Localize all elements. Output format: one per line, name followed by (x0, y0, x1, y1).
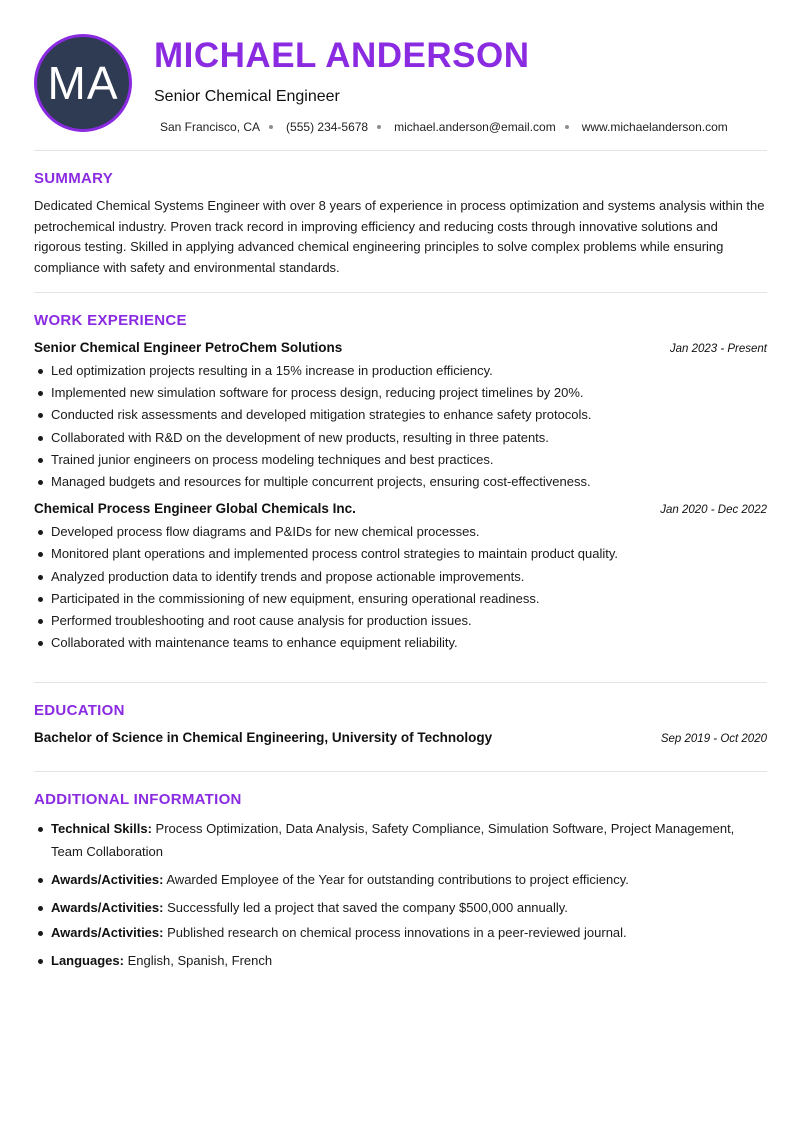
job-bullets (34, 521, 767, 654)
info-text: Published research on chemical process innovations in a peer-reviewed journal. (163, 925, 627, 941)
contact-location: San Francisco, CA (160, 120, 261, 134)
experience-heading: WORK EXPERIENCE (34, 312, 187, 329)
education-heading: EDUCATION (34, 702, 125, 720)
job-header (34, 340, 767, 355)
info-text: Successfully led a project that saved the company $500,000 annually. (163, 900, 568, 916)
job-entry (34, 501, 767, 654)
list-item: Monitored plant operations and implemented process control strategies to maintain product quality. (51, 543, 767, 565)
job-header (34, 501, 767, 516)
summary-heading: SUMMARY (34, 170, 114, 187)
job-role: Senior Chemical Engineer PetroChem Solutions (34, 340, 343, 355)
job-role: Chemical Process Engineer Global Chemicals Inc. (34, 501, 356, 517)
candidate-title: Senior Chemical Engineer (154, 88, 340, 105)
additional-section (34, 772, 767, 992)
info-text: Awarded Employee of the Year for outstanding contributions to project efficiency. (163, 871, 629, 887)
job-dates: Jan 2020 - Dec 2022 (660, 504, 767, 517)
list-item (51, 897, 767, 919)
list-item: Analyzed production data to identify trends and propose actionable improvements. (51, 566, 767, 588)
info-text: Process Optimization, Data Analysis, Safety Compliance, Simulation Software, Project Management, Team Collaboration (51, 821, 735, 859)
contact-phone: (555) 234-5678 (286, 120, 369, 134)
separator-dot-icon (565, 125, 569, 129)
additional-heading: ADDITIONAL INFORMATION (34, 791, 242, 809)
experience-section (34, 293, 767, 682)
summary-section (34, 151, 767, 292)
education-entry (34, 730, 767, 745)
info-label: Awards/Activities: (51, 900, 164, 916)
contact-info (160, 120, 728, 134)
contact-website[interactable]: www.michaelanderson.com (581, 120, 728, 134)
contact-email[interactable]: michael.anderson@email.com (394, 120, 556, 134)
list-item (51, 922, 767, 944)
info-label: Languages: (51, 953, 124, 969)
summary-text: Dedicated Chemical Systems Engineer with over 8 years of experience in process optimization and systems analysis within the petrochemical industry. Proven track record in improving efficiency and reducing costs through innovative solutions and rigorous testing. Skilled in applying advanced chemical engineering principles to solve complex problems while ensuring compliance with safety and environmental standards. (34, 198, 765, 275)
education-dates: Sep 2019 - Oct 2020 (660, 733, 767, 746)
list-item: Participated in the commissioning of new equipment, ensuring operational readiness. (51, 588, 767, 610)
list-item: Conducted risk assessments and developed mitigation strategies to enhance safety protocols. (51, 404, 767, 426)
list-item (51, 869, 767, 891)
info-text: English, Spanish, French (123, 953, 273, 969)
list-item: Performed troubleshooting and root cause analysis for production issues. (51, 610, 767, 632)
job-entry (34, 340, 767, 493)
list-item: Led optimization projects resulting in a 15% increase in production efficiency. (51, 360, 767, 382)
separator-dot-icon (377, 125, 381, 129)
list-item: Collaborated with maintenance teams to enhance equipment reliability. (51, 632, 767, 654)
additional-list (34, 818, 767, 972)
list-item (51, 818, 767, 862)
job-dates: Jan 2023 - Present (669, 343, 767, 355)
education-section (34, 683, 767, 771)
list-item: Collaborated with R&D on the development of new products, resulting in three patents. (51, 427, 767, 449)
list-item: Implemented new simulation software for process design, reducing project timelines by 20%. (51, 382, 767, 404)
list-item: Trained junior engineers on process modeling techniques and best practices. (51, 449, 767, 471)
list-item: Managed budgets and resources for multiple concurrent projects, ensuring cost-effectiveness. (51, 471, 767, 493)
info-label: Technical Skills: (51, 821, 152, 837)
resume-header (34, 0, 767, 150)
info-label: Awards/Activities: (51, 925, 164, 941)
job-bullets (34, 360, 767, 493)
avatar (34, 34, 132, 132)
separator-dot-icon (269, 125, 273, 129)
education-degree: Bachelor of Science in Chemical Engineering, University of Technology (34, 730, 493, 746)
list-item: Developed process flow diagrams and P&IDs for new chemical processes. (51, 521, 767, 543)
info-label: Awards/Activities: (51, 871, 164, 887)
list-item (51, 950, 767, 972)
candidate-name: MICHAEL ANDERSON (154, 36, 530, 75)
avatar-initials: MA (47, 57, 119, 109)
